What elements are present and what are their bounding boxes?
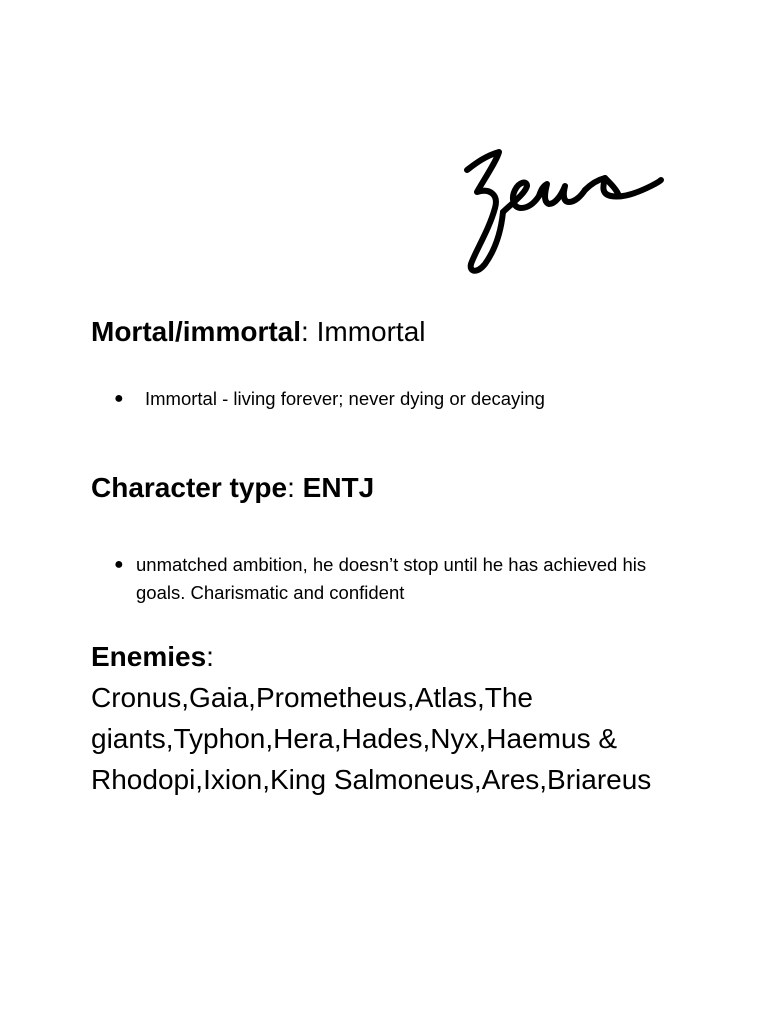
enemies-section: [91, 636, 681, 800]
character-type-separator: :: [287, 472, 295, 503]
enemies-list: Cronus,Gaia,Prometheus,Atlas,The giants,Typhon,Hera,Hades,Nyx,Haemus & Rhodopi,Ixion,King Salmoneus,Ares,Briareus: [91, 682, 652, 795]
zeus-signature-icon: [455, 140, 675, 280]
character-type-section: [91, 471, 691, 505]
character-type-value: ENTJ: [294, 472, 375, 503]
character-type-heading: [91, 471, 691, 505]
bullet-dot-icon: ●: [114, 390, 124, 407]
mortality-heading: [91, 315, 691, 349]
mortality-separator: :: [301, 316, 309, 347]
mortality-section: [91, 315, 691, 349]
bullet-dot-icon: ●: [114, 556, 124, 573]
character-type-label: Character type: [91, 472, 288, 503]
enemies-label: Enemies: [91, 641, 207, 672]
mortality-bullet-item: [114, 385, 674, 413]
enemies-separator: :: [206, 641, 214, 672]
mortality-value: Immortal: [308, 316, 426, 347]
character-type-bullet-item: [114, 551, 674, 607]
character-type-bullet-text: unmatched ambition, he doesn’t stop until he has achieved his goals. Charismatic and confident: [136, 554, 647, 603]
mortality-bullet-text: Immortal - living forever; never dying or decaying: [145, 388, 545, 409]
title-handwriting: [455, 140, 675, 280]
mortality-label: Mortal/immortal: [91, 316, 302, 347]
